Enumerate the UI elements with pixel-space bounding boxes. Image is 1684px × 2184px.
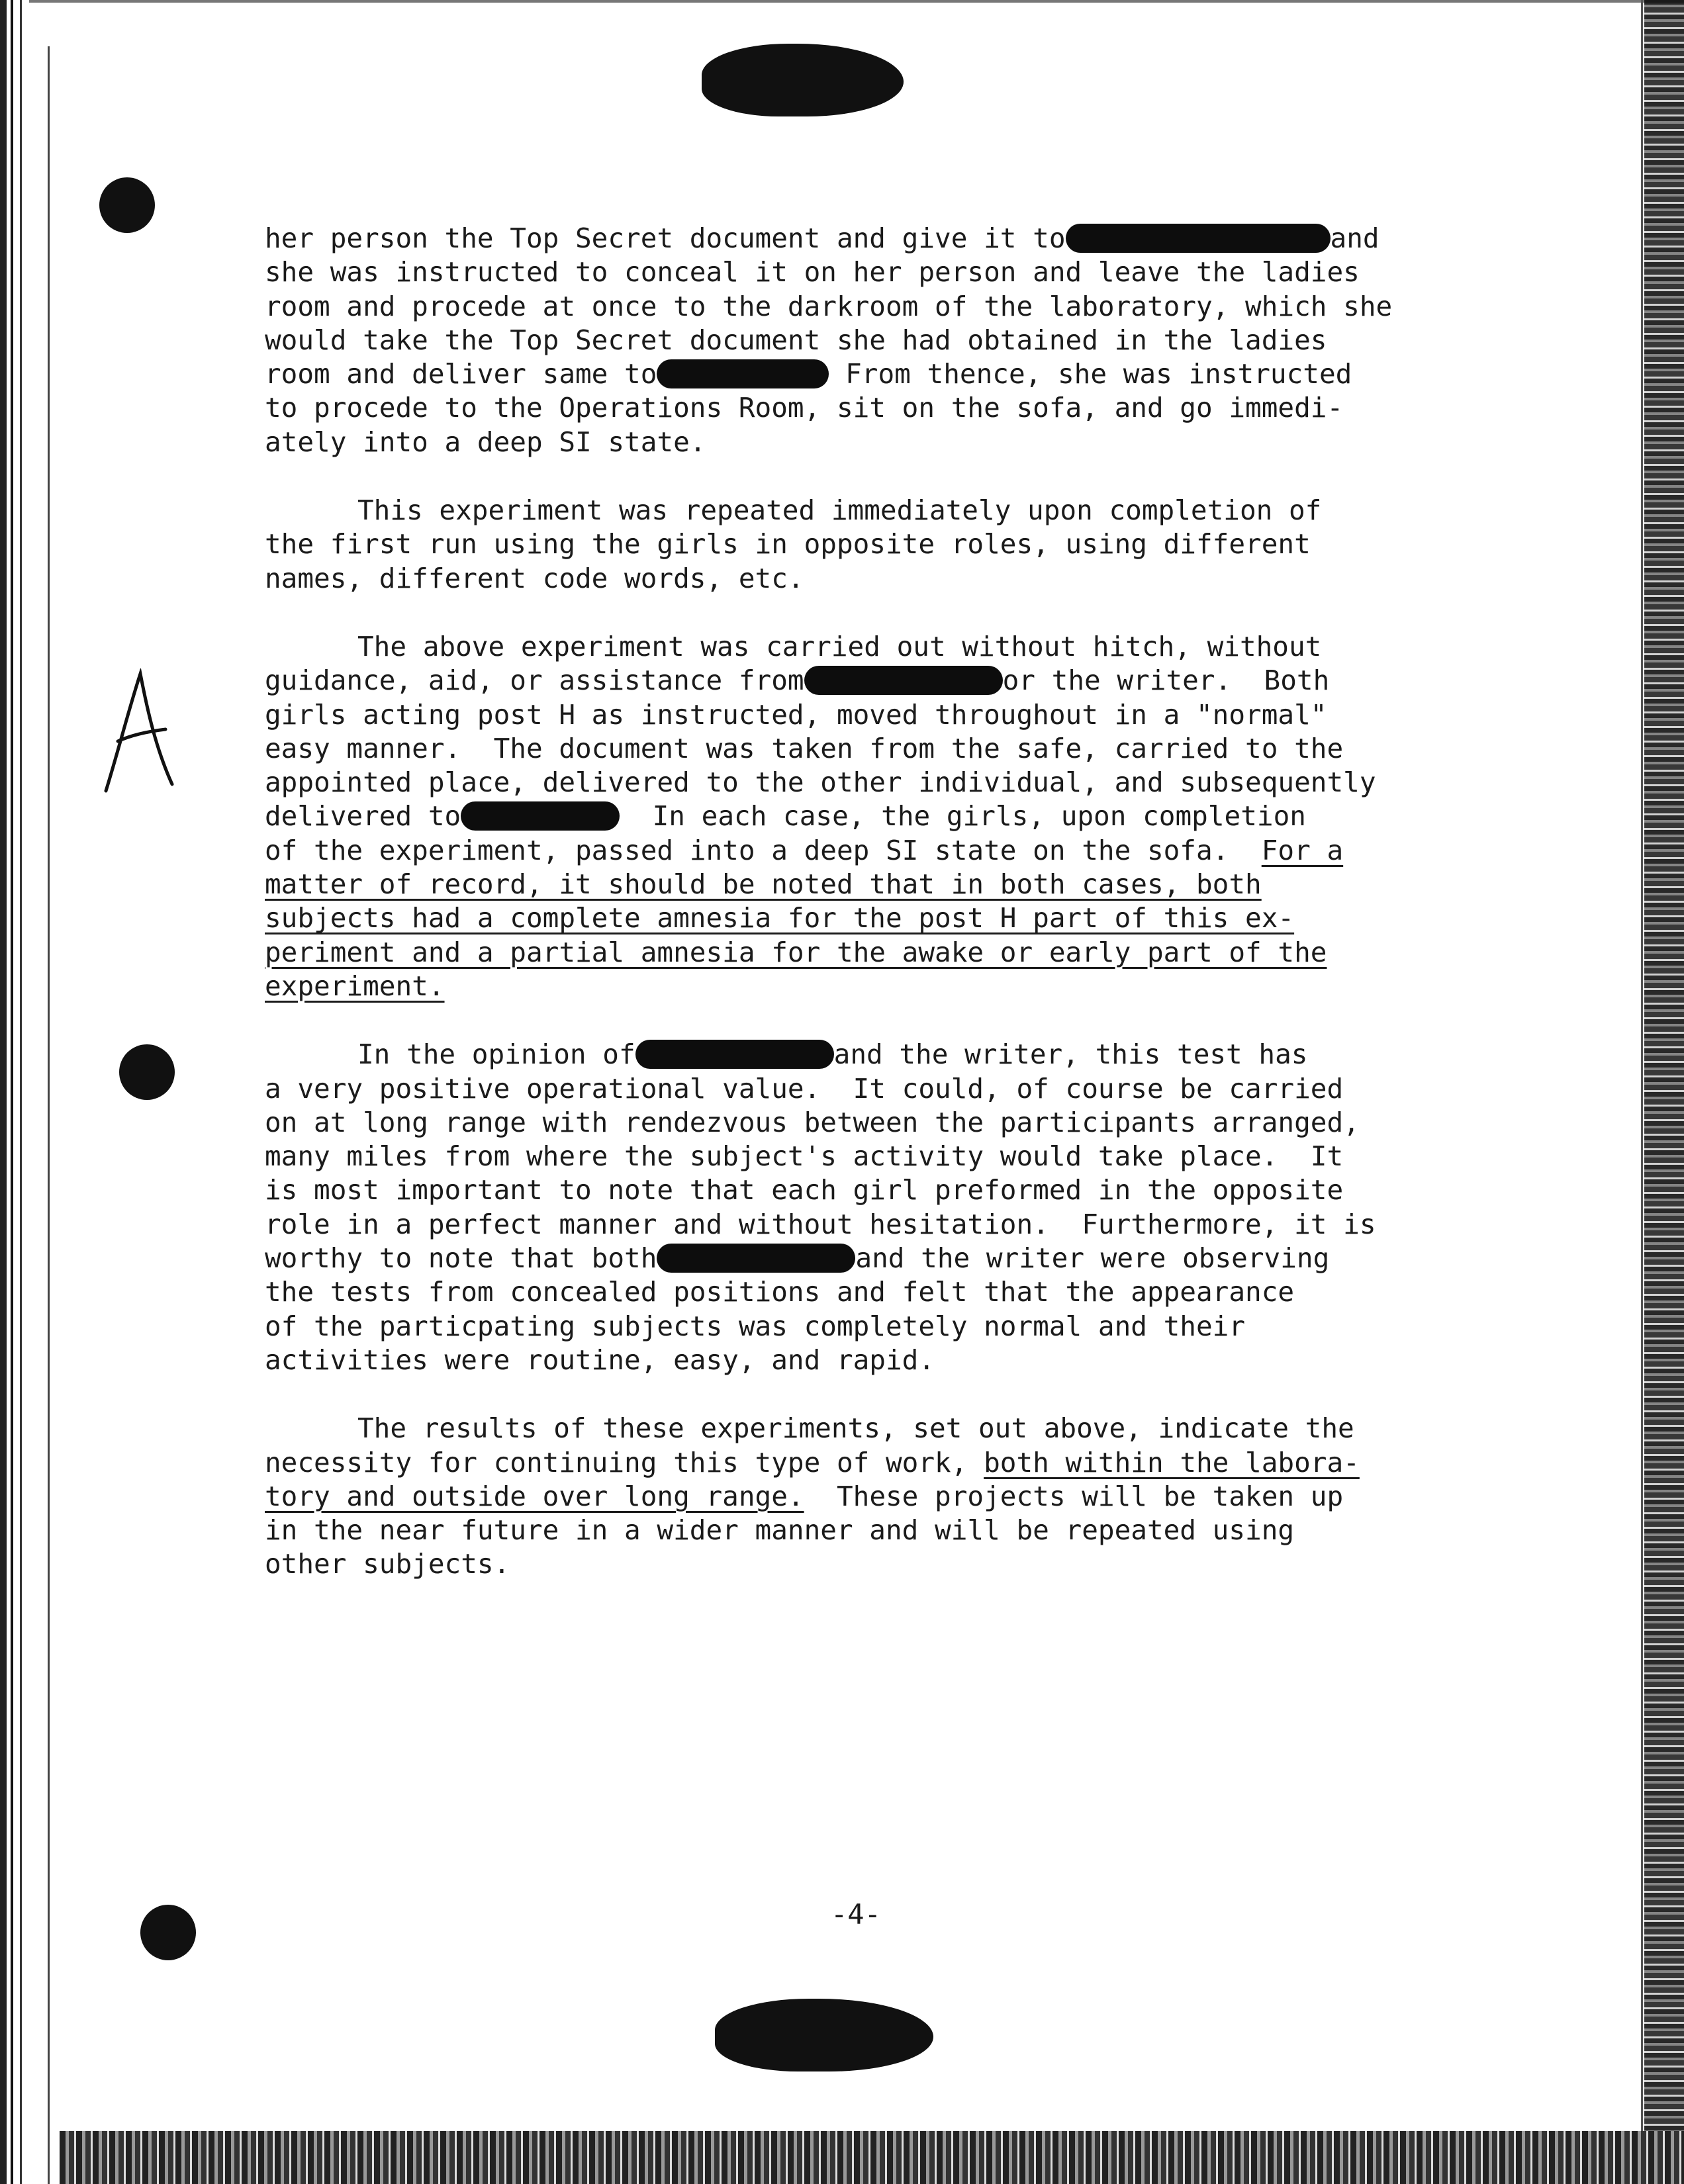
- text-line: [265, 1514, 1443, 1547]
- underlined-text: both within the labora-: [984, 1446, 1360, 1479]
- scan-left-edge: [0, 0, 29, 2184]
- punch-hole-bottom: [140, 1905, 196, 1960]
- punch-hole-middle: [119, 1044, 175, 1100]
- text-run: activities were routine, easy, and rapid.: [265, 1343, 935, 1376]
- text-line: [265, 1480, 1443, 1514]
- text-line: [265, 868, 1443, 901]
- text-line: [265, 799, 1443, 833]
- text-run: the tests from concealed positions and felt that the appearance: [265, 1276, 1295, 1308]
- text-line: [265, 1106, 1443, 1140]
- text-line: [265, 1208, 1443, 1242]
- text-run: on at long range with rendezvous between the participants arranged,: [265, 1106, 1360, 1138]
- paragraph-gap: [265, 459, 1443, 494]
- text-line: [265, 1140, 1443, 1173]
- text-run: room and procede at once to the darkroom of the laboratory, which she: [265, 290, 1393, 322]
- paragraph-gap: [265, 1003, 1443, 1038]
- text-run: room and deliver same to: [265, 358, 657, 390]
- text-line: [265, 732, 1443, 766]
- text-run: she was instructed to conceal it on her person and leave the ladies: [265, 256, 1360, 289]
- handwritten-a-mark: [99, 668, 179, 794]
- text-run: a very positive operational value. It could, of course be carried: [265, 1072, 1344, 1105]
- text-run: This experiment was repeated immediately upon completion of: [357, 494, 1322, 527]
- text-run: These projects will be taken up: [804, 1480, 1344, 1512]
- text-line: [265, 494, 1443, 527]
- text-run: The results of these experiments, set out above, indicate the: [357, 1412, 1354, 1445]
- page-number: -4-: [831, 1898, 881, 1931]
- text-line: [265, 1275, 1443, 1309]
- paragraph-gap: [265, 596, 1443, 630]
- classification-stamp-redacted-bottom: [715, 1999, 933, 2071]
- text-line: [265, 936, 1443, 970]
- text-run: other subjects.: [265, 1548, 510, 1580]
- text-run: her person the Top Secret document and give it to: [265, 222, 1066, 254]
- paragraph-gap: [265, 1377, 1443, 1412]
- underlined-text: experiment.: [265, 970, 445, 1002]
- text-run: girls acting post H as instructed, moved throughout in a "normal": [265, 698, 1327, 731]
- text-run: to procede to the Operations Room, sit on the sofa, and go immedi-: [265, 392, 1344, 424]
- text-run: is most important to note that each girl preformed in the opposite: [265, 1174, 1344, 1206]
- text-run: of the particpating subjects was completely normal and their: [265, 1310, 1246, 1342]
- redaction-bar: [657, 359, 829, 388]
- text-line: [265, 630, 1443, 664]
- text-run: ately into a deep SI state.: [265, 426, 706, 458]
- text-line: [265, 970, 1443, 1003]
- scan-bottom-edge: [60, 2131, 1684, 2184]
- scan-right-edge: [1644, 0, 1684, 2184]
- text-run: In each case, the girls, upon completion: [620, 800, 1306, 833]
- text-run: would take the Top Secret document she had obtained in the ladies: [265, 324, 1327, 356]
- text-line: [265, 324, 1443, 357]
- document-body: [265, 222, 1443, 1582]
- text-run: delivered to: [265, 800, 461, 833]
- text-line: [265, 357, 1443, 391]
- text-line: [265, 1072, 1443, 1106]
- text-line: [265, 664, 1443, 698]
- text-line: [265, 1343, 1443, 1377]
- text-line: [265, 1547, 1443, 1581]
- underlined-text: subjects had a complete amnesia for the post H part of this ex-: [265, 902, 1295, 934]
- text-line: [265, 1242, 1443, 1275]
- scan-right-line: [1641, 0, 1643, 2144]
- text-line: [265, 290, 1443, 324]
- redaction-bar: [1066, 224, 1331, 253]
- text-run: or the writer. Both: [1002, 664, 1330, 697]
- text-line: [265, 562, 1443, 596]
- scan-top-edge: [0, 0, 1684, 3]
- punch-hole-top: [99, 177, 155, 233]
- text-line: [265, 426, 1443, 459]
- text-run: In the opinion of: [357, 1038, 635, 1071]
- text-run: necessity for continuing this type of work,: [265, 1446, 984, 1479]
- text-run: and the writer, this test has: [833, 1038, 1308, 1071]
- text-run: worthy to note that both: [265, 1242, 657, 1275]
- redaction-bar: [461, 801, 620, 831]
- text-run: in the near future in a wider manner and will be repeated using: [265, 1514, 1295, 1547]
- scan-left-line: [48, 46, 50, 2184]
- text-line: [265, 901, 1443, 935]
- text-run: appointed place, delivered to the other individual, and subsequently: [265, 766, 1376, 799]
- redaction-bar: [657, 1244, 855, 1273]
- classification-stamp-redacted-top: [702, 44, 904, 116]
- text-run: many miles from where the subject's activity would take place. It: [265, 1140, 1344, 1173]
- text-run: easy manner. The document was taken from the safe, carried to the: [265, 732, 1344, 764]
- underlined-text: For a: [1261, 834, 1344, 866]
- text-line: [265, 834, 1443, 868]
- text-run: and: [1330, 222, 1380, 254]
- text-line: [265, 1038, 1443, 1071]
- redaction-bar: [635, 1040, 834, 1069]
- text-run: and the writer were observing: [855, 1242, 1330, 1275]
- text-line: [265, 766, 1443, 799]
- text-line: [265, 222, 1443, 255]
- text-line: [265, 1446, 1443, 1480]
- text-line: [265, 1310, 1443, 1343]
- text-line: [265, 255, 1443, 289]
- redaction-bar: [804, 666, 1003, 695]
- text-run: From thence, she was instructed: [829, 358, 1352, 390]
- underlined-text: periment and a partial amnesia for the awake or early part of the: [265, 936, 1327, 968]
- text-line: [265, 527, 1443, 561]
- text-run: the first run using the girls in opposite roles, using different: [265, 528, 1311, 561]
- text-line: [265, 1173, 1443, 1207]
- text-run: names, different code words, etc.: [265, 562, 804, 594]
- text-run: The above experiment was carried out without hitch, without: [357, 630, 1322, 662]
- text-line: [265, 698, 1443, 732]
- underlined-text: tory and outside over long range.: [265, 1480, 804, 1512]
- text-run: guidance, aid, or assistance from: [265, 664, 804, 697]
- underlined-text: matter of record, it should be noted that in both cases, both: [265, 868, 1262, 901]
- text-line: [265, 1412, 1443, 1445]
- text-line: [265, 391, 1443, 425]
- text-run: role in a perfect manner and without hesitation. Furthermore, it is: [265, 1208, 1376, 1240]
- text-run: of the experiment, passed into a deep SI state on the sofa.: [265, 834, 1262, 866]
